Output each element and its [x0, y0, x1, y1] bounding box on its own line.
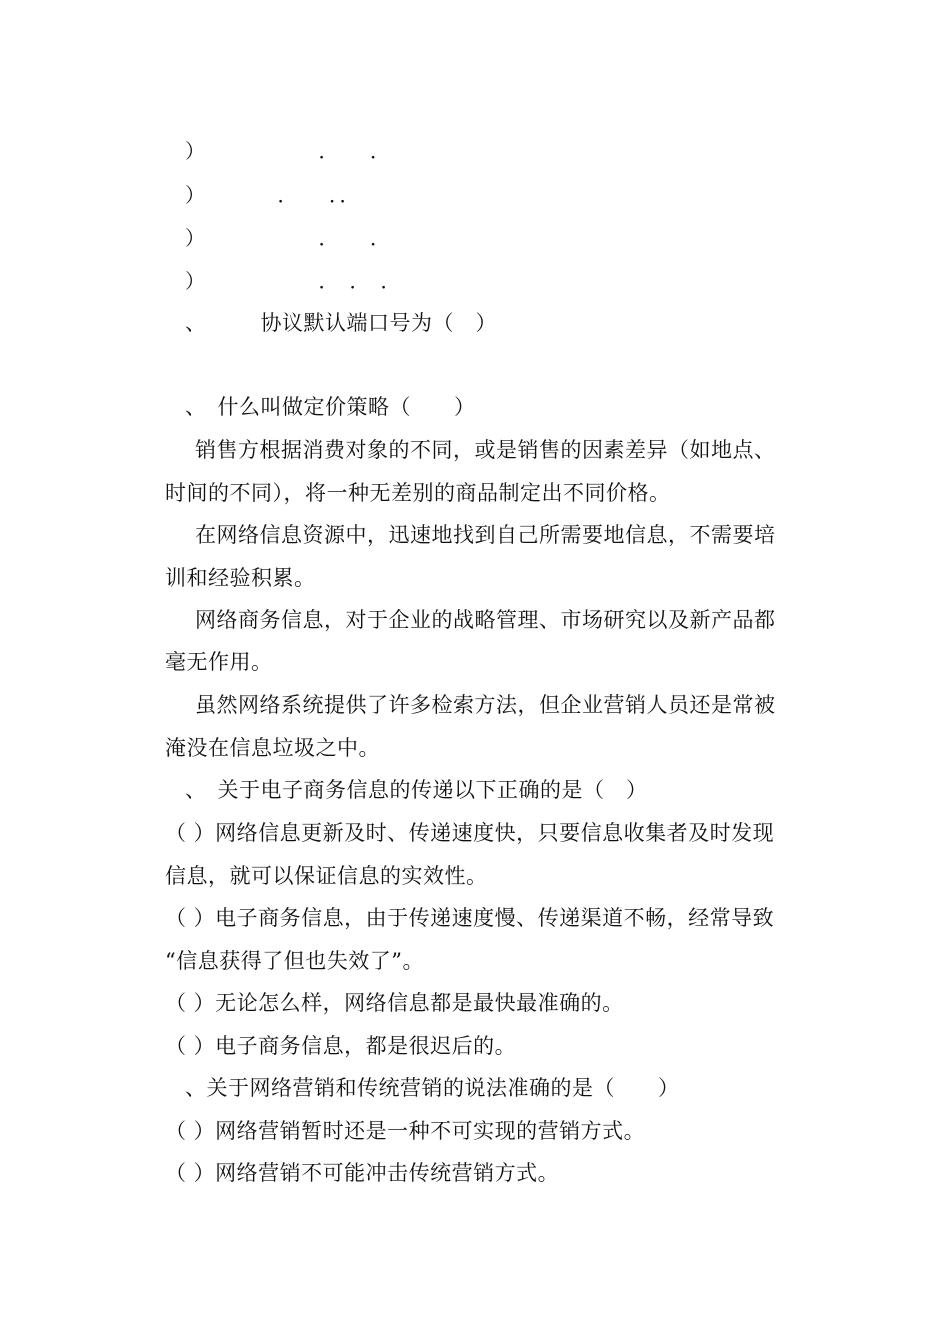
marketing-option-a: （ ）网络营销暂时还是一种不可实现的营销方式。	[165, 1119, 646, 1143]
question-pricing-stem: 、 什么叫做定价策略（ ）	[185, 395, 476, 419]
transmission-option-d: （ ）电子商务信息，都是很迟后的。	[165, 1034, 517, 1058]
pricing-option-1-line1: 销售方根据消费对象的不同，或是销售的因素差异（如地点、	[195, 438, 776, 462]
pricing-option-4-line2: 淹没在信息垃圾之中。	[165, 736, 380, 760]
question-transmission-stem: 、 关于电子商务信息的传递以下正确的是（ ）	[185, 778, 648, 802]
marketing-option-b: （ ）网络营销不可能冲击传统营销方式。	[165, 1161, 560, 1185]
transmission-option-b-line2: “信息获得了但也失效了”。	[165, 949, 424, 973]
transmission-option-b-line1: （ ）电子商务信息，由于传递速度慢、传递渠道不畅，经常导致	[165, 906, 775, 930]
transmission-option-c: （ ）无论怎么样，网络信息都是最快最准确的。	[165, 991, 624, 1015]
question-marketing-stem: 、关于网络营销和传统营销的说法准确的是（ ）	[185, 1076, 680, 1100]
transmission-option-a-line1: （ ）网络信息更新及时、传递速度快，只要信息收集者及时发现	[165, 821, 775, 845]
pricing-option-2-line2: 训和经验积累。	[165, 566, 316, 590]
option-line-partial: ） ． ．	[185, 139, 391, 163]
pricing-option-1-line2: 时间的不同），将一种无差别的商品制定出不同价格。	[165, 481, 671, 505]
pricing-option-4-line1: 虽然网络系统提供了许多检索方法，但企业营销人员还是常被	[195, 693, 776, 717]
pricing-option-2-line1: 在网络信息资源中，迅速地找到自己所需要地信息，不需要培	[195, 523, 776, 547]
pricing-option-3-line1: 网络商务信息，对于企业的战略管理、市场研究以及新产品都	[195, 608, 776, 632]
option-line-partial: ） ． ． ．	[185, 269, 401, 293]
option-line-partial: ） ． ．．	[185, 183, 360, 207]
question-port-stem: 、 协议默认端口号为（ ）	[185, 311, 497, 335]
transmission-option-a-line2: 信息，就可以保证信息的实效性。	[165, 864, 488, 888]
option-line-partial: ） ． ．	[185, 226, 391, 250]
pricing-option-3-line2: 毫无作用。	[165, 650, 273, 674]
